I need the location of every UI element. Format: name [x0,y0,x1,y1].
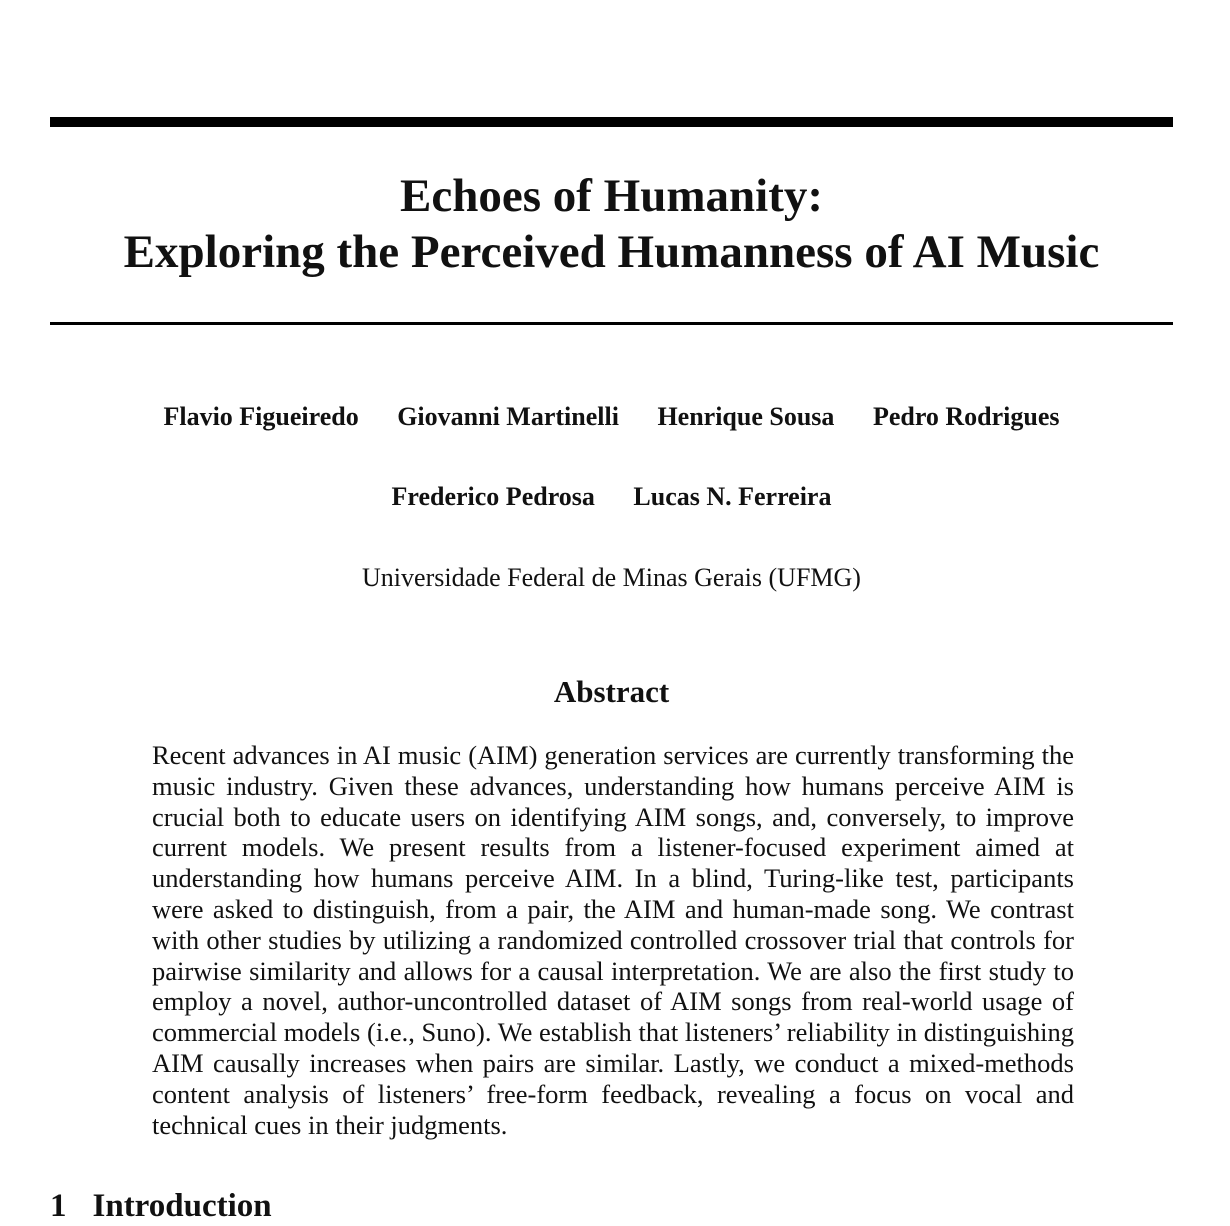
section-number: 1 [50,1188,67,1224]
author-affiliation: Universidade Federal de Minas Gerais (UFMG) [362,563,861,592]
author-name: Giovanni Martinelli [397,402,619,431]
author-name: Frederico Pedrosa [391,482,595,511]
paper-title-line-2: Exploring the Perceived Humanness of AI Music [123,226,1100,278]
author-name: Henrique Sousa [657,402,835,431]
author-name: Pedro Rodrigues [872,402,1060,431]
section-title: Introduction [92,1188,272,1224]
author-name: Lucas N. Ferreira [633,482,832,511]
title-top-rule [50,117,1173,127]
abstract-text: Recent advances in AI music (AIM) generation services are currently transforming the music industry. Given these advances, understanding how humans perceive AIM is crucial both to educate users on identifying AIM songs, and, conversely, to improve current models. We present results from a listener-focused experiment aimed at understanding how humans perceive AIM. In a blind, Turing-like test, participants were asked to distinguish, from a pair, the AIM and human-made song. We contrast with other studies by utilizing a randomized controlled crossover trial that controls for pairwise similarity and allows for a causal interpretation. We are also the first study to employ a novel, author-uncontrolled dataset of AIM songs from real-world usage of commercial models (i.e., Suno). We establish that listeners’ reliability in distinguishing AIM causally increases when pairs are similar. Lastly, we conduct a mixed-methods content analysis of listeners’ free-form feedback, revealing a focus on vocal and technical cues in their judgments. [152,740,1074,1140]
author-list-row-1 [50,401,1173,433]
abstract-heading: Abstract [553,674,670,709]
author-list-row-2 [50,481,1173,513]
author-name: Flavio Figueiredo [163,402,359,431]
section-heading [50,1186,272,1226]
title-bottom-rule [50,322,1173,325]
paper-title-line-1: Echoes of Humanity: [400,170,823,222]
paper-title [50,168,1173,280]
